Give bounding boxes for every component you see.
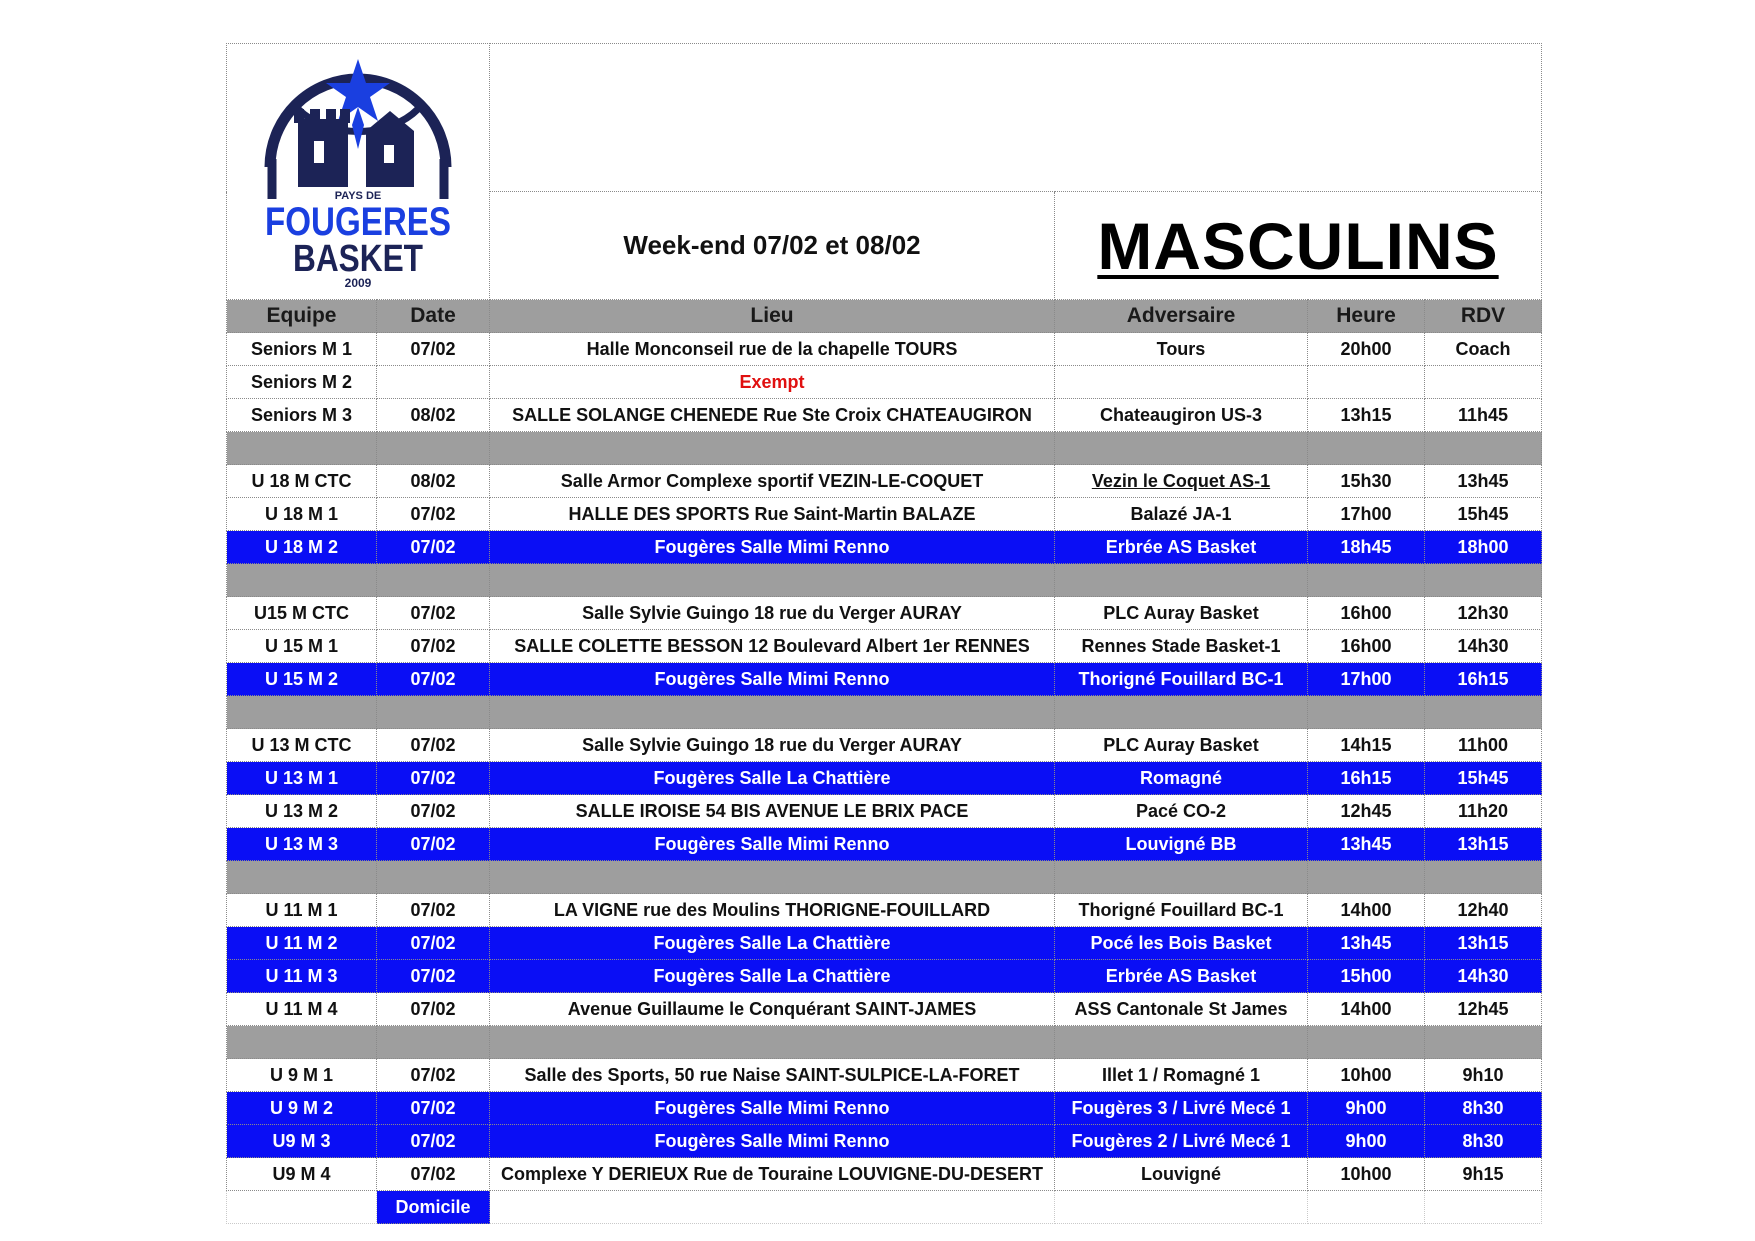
cell-adversaire: Thorigné Fouillard BC-1 <box>1055 894 1308 927</box>
cell-heure: 18h45 <box>1308 531 1425 564</box>
weekend-label: Week-end 07/02 et 08/02 <box>623 230 921 260</box>
cell-date: 07/02 <box>377 927 490 960</box>
cell-heure: 10h00 <box>1308 1158 1425 1191</box>
cell-equipe: Seniors M 3 <box>227 399 377 432</box>
cell-heure: 20h00 <box>1308 333 1425 366</box>
table-row <box>227 366 1542 399</box>
cell-heure: 13h45 <box>1308 828 1425 861</box>
cell-rdv: 8h30 <box>1425 1092 1542 1125</box>
cell-heure: 9h00 <box>1308 1125 1425 1158</box>
cell-rdv: 13h15 <box>1425 927 1542 960</box>
cell-equipe: U 11 M 4 <box>227 993 377 1026</box>
table-header-row <box>227 300 1542 333</box>
cell-equipe: U 13 M 3 <box>227 828 377 861</box>
logo-line2: FOUGERES <box>265 200 451 244</box>
cell-date: 07/02 <box>377 1059 490 1092</box>
cell-date: 07/02 <box>377 993 490 1026</box>
table-row <box>227 399 1542 432</box>
cell-adversaire: Pocé les Bois Basket <box>1055 927 1308 960</box>
cell-date: 07/02 <box>377 828 490 861</box>
table-row-home <box>227 1092 1542 1125</box>
cell-lieu: Fougères Salle Mimi Renno <box>490 1125 1055 1158</box>
cell-rdv: 14h30 <box>1425 960 1542 993</box>
cell-heure: 12h45 <box>1308 795 1425 828</box>
cell-date <box>377 366 490 399</box>
page-title: MASCULINS <box>1097 208 1499 283</box>
col-header-heure: Heure <box>1308 300 1425 333</box>
col-header-adversaire: Adversaire <box>1055 300 1308 333</box>
cell-date: 07/02 <box>377 729 490 762</box>
cell-date: 07/02 <box>377 630 490 663</box>
cell-equipe: U 15 M 1 <box>227 630 377 663</box>
cell-date: 07/02 <box>377 597 490 630</box>
cell-lieu: SALLE SOLANGE CHENEDE Rue Ste Croix CHATEAUGIRON <box>490 399 1055 432</box>
table-row <box>227 597 1542 630</box>
cell-heure: 17h00 <box>1308 498 1425 531</box>
table-row-home <box>227 960 1542 993</box>
cell-adversaire: Chateaugiron US-3 <box>1055 399 1308 432</box>
cell-rdv: 11h45 <box>1425 399 1542 432</box>
cell-adversaire: Rennes Stade Basket-1 <box>1055 630 1308 663</box>
table-row <box>227 993 1542 1026</box>
table-row <box>227 1059 1542 1092</box>
cell-heure: 14h00 <box>1308 894 1425 927</box>
cell-rdv: 11h00 <box>1425 729 1542 762</box>
cell-rdv <box>1425 366 1542 399</box>
cell-rdv: 9h10 <box>1425 1059 1542 1092</box>
cell-date: 07/02 <box>377 498 490 531</box>
schedule-table <box>226 43 1542 1224</box>
title-cell <box>1055 192 1542 300</box>
cell-date: 07/02 <box>377 1125 490 1158</box>
cell-rdv: 18h00 <box>1425 531 1542 564</box>
cell-adversaire: PLC Auray Basket <box>1055 597 1308 630</box>
cell-adversaire: Erbrée AS Basket <box>1055 960 1308 993</box>
separator-row <box>227 1026 1542 1059</box>
cell-adversaire: Romagné <box>1055 762 1308 795</box>
adversaire-underlined: Vezin le Coquet AS-1 <box>1091 470 1271 491</box>
cell-equipe: U9 M 3 <box>227 1125 377 1158</box>
cell-lieu: Halle Monconseil rue de la chapelle TOURS <box>490 333 1055 366</box>
cell-rdv: 15h45 <box>1425 498 1542 531</box>
cell-heure: 15h00 <box>1308 960 1425 993</box>
cell-heure: 13h15 <box>1308 399 1425 432</box>
cell-lieu: Fougères Salle La Chattière <box>490 762 1055 795</box>
cell-heure: 16h00 <box>1308 597 1425 630</box>
cell-adversaire <box>1055 465 1308 498</box>
col-header-rdv: RDV <box>1425 300 1542 333</box>
cell-adversaire: Louvigné <box>1055 1158 1308 1191</box>
cell-date: 07/02 <box>377 762 490 795</box>
cell-rdv: 12h45 <box>1425 993 1542 1026</box>
cell-date: 07/02 <box>377 1092 490 1125</box>
table-row <box>227 465 1542 498</box>
cell-adversaire: Fougères 3 / Livré Mecé 1 <box>1055 1092 1308 1125</box>
col-header-lieu: Lieu <box>490 300 1055 333</box>
cell-adversaire: Illet 1 / Romagné 1 <box>1055 1059 1308 1092</box>
cell-lieu: Salle Sylvie Guingo 18 rue du Verger AURAY <box>490 597 1055 630</box>
cell-heure: 15h30 <box>1308 465 1425 498</box>
cell-equipe: U 18 M 1 <box>227 498 377 531</box>
cell-rdv: 12h40 <box>1425 894 1542 927</box>
cell-equipe: U9 M 4 <box>227 1158 377 1191</box>
cell-rdv: 16h15 <box>1425 663 1542 696</box>
cell-rdv: 11h20 <box>1425 795 1542 828</box>
cell-heure: 9h00 <box>1308 1092 1425 1125</box>
cell-heure: 14h00 <box>1308 993 1425 1026</box>
cell-rdv: 13h45 <box>1425 465 1542 498</box>
schedule-sheet <box>226 43 1541 1224</box>
table-row <box>227 498 1542 531</box>
cell-heure: 10h00 <box>1308 1059 1425 1092</box>
logo-line3: BASKET <box>293 238 423 280</box>
table-row <box>227 333 1542 366</box>
cell-adversaire: Thorigné Fouillard BC-1 <box>1055 663 1308 696</box>
table-row-home <box>227 663 1542 696</box>
cell-lieu: Fougères Salle Mimi Renno <box>490 1092 1055 1125</box>
cell-adversaire: ASS Cantonale St James <box>1055 993 1308 1026</box>
cell-lieu: Fougères Salle Mimi Renno <box>490 531 1055 564</box>
cell-date: 07/02 <box>377 960 490 993</box>
cell-heure: 16h00 <box>1308 630 1425 663</box>
cell-rdv: 14h30 <box>1425 630 1542 663</box>
table-row <box>227 894 1542 927</box>
table-row-home <box>227 828 1542 861</box>
cell-equipe: U 9 M 2 <box>227 1092 377 1125</box>
cell-lieu: Salle Armor Complexe sportif VEZIN-LE-COQUET <box>490 465 1055 498</box>
table-row-home <box>227 531 1542 564</box>
cell-date: 07/02 <box>377 795 490 828</box>
cell-equipe: U 18 M 2 <box>227 531 377 564</box>
weekend-cell <box>490 192 1055 300</box>
club-logo <box>258 49 458 289</box>
club-logo-cell <box>227 44 490 300</box>
cell-rdv: 13h15 <box>1425 828 1542 861</box>
cell-lieu: Fougères Salle La Chattière <box>490 960 1055 993</box>
cell-equipe: Seniors M 1 <box>227 333 377 366</box>
cell-equipe: U 13 M 2 <box>227 795 377 828</box>
cell-lieu: SALLE IROISE 54 BIS AVENUE LE BRIX PACE <box>490 795 1055 828</box>
cell-date: 08/02 <box>377 399 490 432</box>
cell-adversaire: Balazé JA-1 <box>1055 498 1308 531</box>
cell-adversaire <box>1055 366 1308 399</box>
cell-lieu: Fougères Salle Mimi Renno <box>490 828 1055 861</box>
cell-lieu: Salle Sylvie Guingo 18 rue du Verger AURAY <box>490 729 1055 762</box>
logo-year: 2009 <box>344 276 372 290</box>
cell-lieu: SALLE COLETTE BESSON 12 Boulevard Albert 1er RENNES <box>490 630 1055 663</box>
cell-rdv: 9h15 <box>1425 1158 1542 1191</box>
cell-lieu: Fougères Salle Mimi Renno <box>490 663 1055 696</box>
cell-adversaire: PLC Auray Basket <box>1055 729 1308 762</box>
cell-adversaire: Erbrée AS Basket <box>1055 531 1308 564</box>
cell-date: 07/02 <box>377 894 490 927</box>
cell-heure: 13h45 <box>1308 927 1425 960</box>
cell-adversaire: Pacé CO-2 <box>1055 795 1308 828</box>
cell-lieu-exempt: Exempt <box>490 366 1055 399</box>
cell-rdv: 12h30 <box>1425 597 1542 630</box>
cell-equipe: U 13 M CTC <box>227 729 377 762</box>
cell-lieu: Salle des Sports, 50 rue Naise SAINT-SULPICE-LA-FORET <box>490 1059 1055 1092</box>
col-header-equipe: Equipe <box>227 300 377 333</box>
cell-lieu: Complexe Y DERIEUX Rue de Touraine LOUVIGNE-DU-DESERT <box>490 1158 1055 1191</box>
cell-rdv: 15h45 <box>1425 762 1542 795</box>
cell-equipe: U 15 M 2 <box>227 663 377 696</box>
separator-row <box>227 564 1542 597</box>
cell-heure <box>1308 366 1425 399</box>
cell-date: 08/02 <box>377 465 490 498</box>
cell-rdv: Coach <box>1425 333 1542 366</box>
cell-heure: 14h15 <box>1308 729 1425 762</box>
cell-adversaire: Louvigné BB <box>1055 828 1308 861</box>
cell-date: 07/02 <box>377 663 490 696</box>
separator-row <box>227 861 1542 894</box>
separator-row <box>227 696 1542 729</box>
cell-adversaire: Fougères 2 / Livré Mecé 1 <box>1055 1125 1308 1158</box>
cell-rdv: 8h30 <box>1425 1125 1542 1158</box>
cell-equipe: U15 M CTC <box>227 597 377 630</box>
header-blank-cell <box>490 44 1542 192</box>
cell-date: 07/02 <box>377 1158 490 1191</box>
cell-equipe: Seniors M 2 <box>227 366 377 399</box>
legend-row <box>227 1191 1542 1224</box>
cell-lieu: Fougères Salle La Chattière <box>490 927 1055 960</box>
cell-equipe: U 11 M 1 <box>227 894 377 927</box>
cell-equipe: U 11 M 2 <box>227 927 377 960</box>
logo-line1: PAYS DE <box>334 190 382 202</box>
cell-heure: 16h15 <box>1308 762 1425 795</box>
cell-heure: 17h00 <box>1308 663 1425 696</box>
cell-adversaire: Tours <box>1055 333 1308 366</box>
cell-equipe: U 9 M 1 <box>227 1059 377 1092</box>
cell-equipe: U 13 M 1 <box>227 762 377 795</box>
separator-row <box>227 432 1542 465</box>
table-row <box>227 729 1542 762</box>
cell-date: 07/02 <box>377 531 490 564</box>
table-row-home <box>227 762 1542 795</box>
table-row <box>227 1158 1542 1191</box>
table-row-home <box>227 1125 1542 1158</box>
cell-date: 07/02 <box>377 333 490 366</box>
legend-domicile: Domicile <box>377 1191 490 1224</box>
cell-lieu: HALLE DES SPORTS Rue Saint-Martin BALAZE <box>490 498 1055 531</box>
table-row-home <box>227 927 1542 960</box>
cell-equipe: U 18 M CTC <box>227 465 377 498</box>
cell-lieu: Avenue Guillaume le Conquérant SAINT-JAMES <box>490 993 1055 1026</box>
table-row <box>227 795 1542 828</box>
table-row <box>227 630 1542 663</box>
cell-equipe: U 11 M 3 <box>227 960 377 993</box>
cell-lieu: LA VIGNE rue des Moulins THORIGNE-FOUILLARD <box>490 894 1055 927</box>
col-header-date: Date <box>377 300 490 333</box>
